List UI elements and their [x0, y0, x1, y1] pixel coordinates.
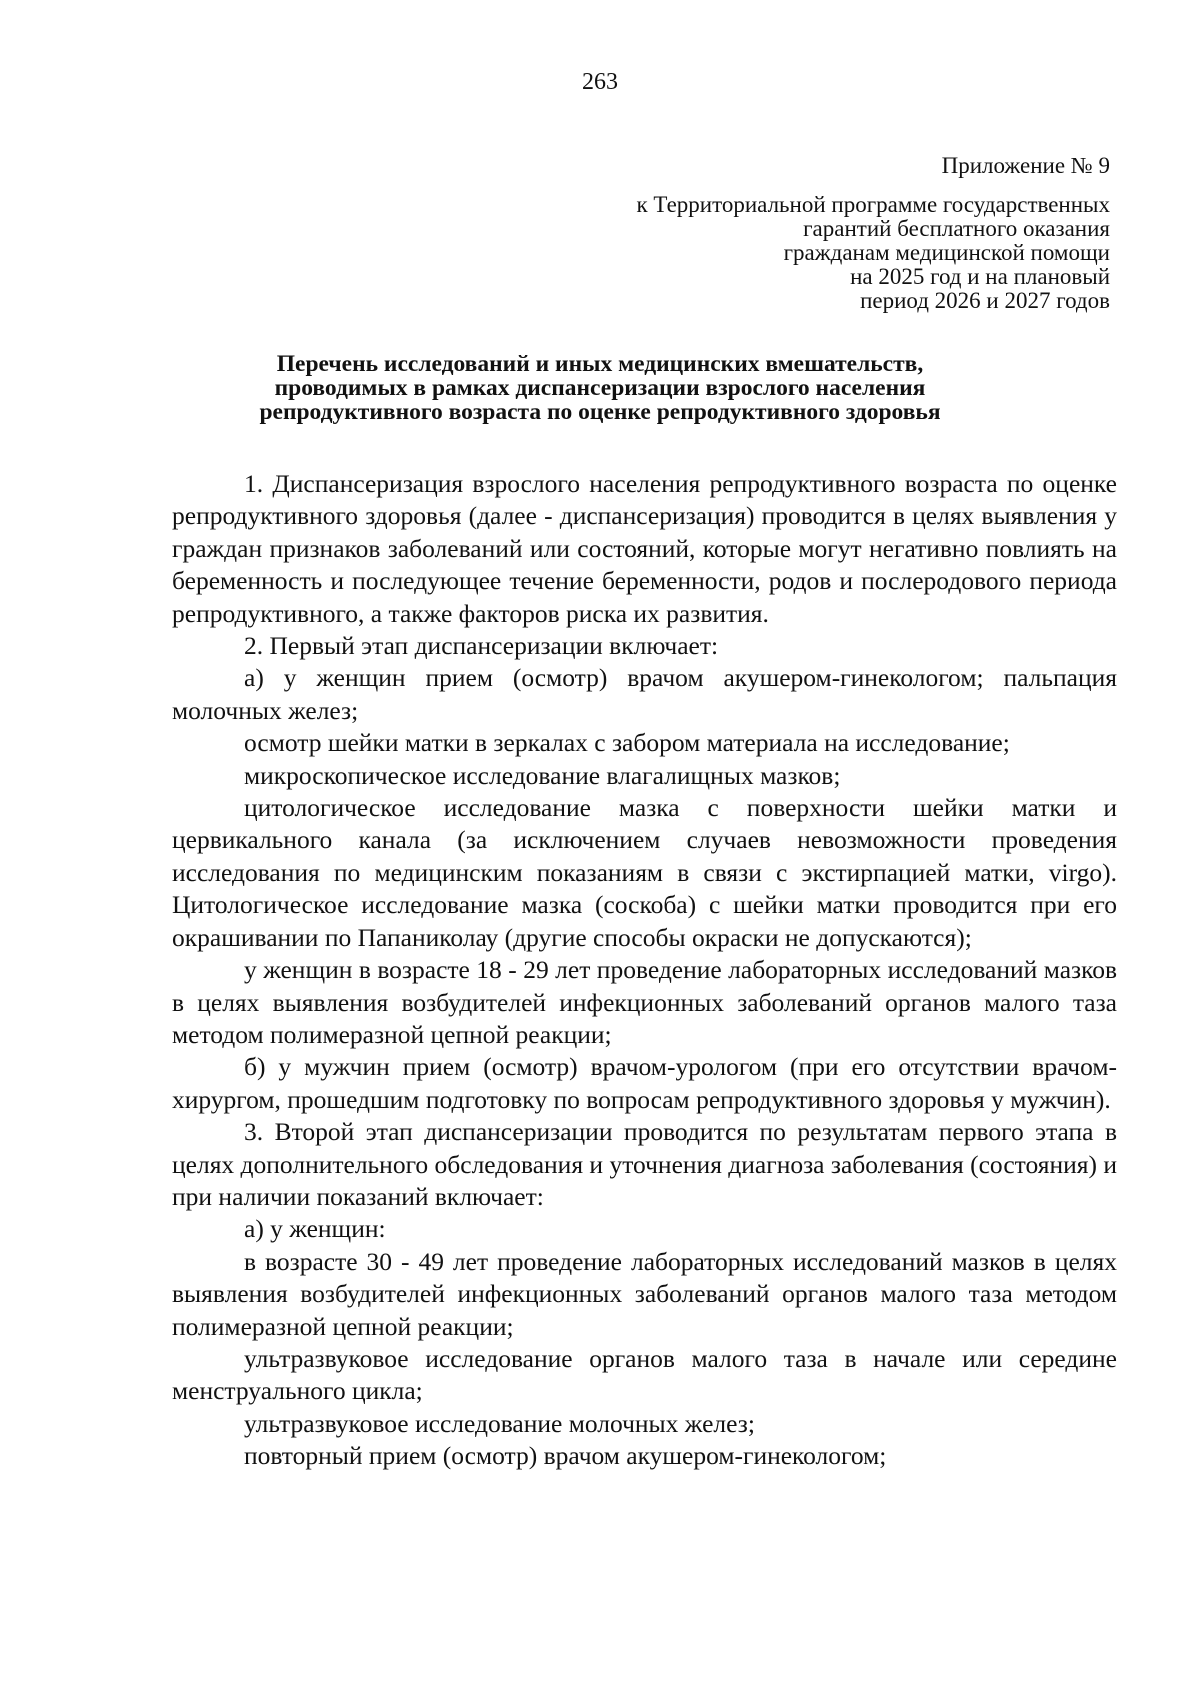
document-title-line: Перечень исследований и иных медицинских вмешательств,: [276, 351, 924, 377]
list-item: микроскопическое исследование влагалищных мазков;: [244, 760, 841, 790]
list-item: осмотр шейки матки в зеркалах с забором материала на исследование;: [244, 728, 1010, 758]
page-number: 263: [582, 69, 618, 95]
paragraph-2b: б) у мужчин прием (осмотр) врачом-урологом (при его отсутствии врачом-хирургом, прошедшим подготовку по вопросам репродуктивного здоровья у мужчин).: [172, 1052, 1117, 1114]
paragraph-3a: а) у женщин:: [244, 1214, 386, 1244]
list-item: в возрасте 30 - 49 лет проведение лабораторных исследований мазков в целях выявления возбудителей инфекционных заболеваний органов малого таза методом полимеразной цепной реакции;: [172, 1246, 1117, 1341]
document-title-line: репродуктивного возраста по оценке репродуктивного здоровья: [259, 399, 941, 425]
appendix-line: на 2025 год и на плановый: [850, 264, 1110, 289]
document-title: [170, 352, 1030, 424]
paragraph-2a: а) у женщин прием (осмотр) врачом акушером-гинекологом; пальпация молочных желез;: [172, 663, 1117, 725]
paragraph-1: 1. Диспансеризация взрослого населения репродуктивного возраста по оценке репродуктивного здоровья (далее - диспансеризация) проводится в целях выявления у граждан признаков заболеваний или состояний, которые могут негативно повлиять на беременность и последующее течение беременности, родов и послеродового периода репродуктивного, а также факторов риска их развития.: [172, 469, 1117, 628]
list-item: повторный прием (осмотр) врачом акушером-гинекологом;: [244, 1441, 887, 1471]
list-item: цитологическое исследование мазка с поверхности шейки матки и цервикального канала (за исключением случаев невозможности проведения исследования по медицинским показаниям в связи с экстирпацией матки, virgo). Цитологическое исследование мазка (соскоба) с шейки матки проводится при его окрашивании по Папаниколау (другие способы окраски не допускаются);: [172, 793, 1117, 952]
paragraph-2: 2. Первый этап диспансеризации включает:: [244, 631, 719, 661]
appendix-title: Приложение № 9: [941, 153, 1110, 178]
list-item: ультразвуковое исследование органов малого таза в начале или середине менструального цикла;: [172, 1343, 1117, 1406]
document-title-line: проводимых в рамках диспансеризации взрослого населения: [274, 375, 926, 401]
document-body: [172, 468, 1117, 1473]
list-item: ультразвуковое исследование молочных желез;: [244, 1408, 755, 1438]
paragraph-3: 3. Второй этап диспансеризации проводится по результатам первого этапа в целях дополнительного обследования и уточнения диагноза заболевания (состояния) и при наличии показаний включает:: [172, 1117, 1117, 1211]
appendix-header: [550, 152, 1110, 313]
list-item: у женщин в возрасте 18 - 29 лет проведение лабораторных исследований мазков в целях выявления возбудителей инфекционных заболеваний органов малого таза методом полимеразной цепной реакции;: [172, 955, 1117, 1049]
appendix-line: период 2026 и 2027 годов: [860, 288, 1110, 313]
appendix-line: гарантий бесплатного оказания: [803, 216, 1110, 241]
appendix-line: к Территориальной программе государственных: [636, 192, 1110, 217]
appendix-line: гражданам медицинской помощи: [783, 240, 1110, 265]
